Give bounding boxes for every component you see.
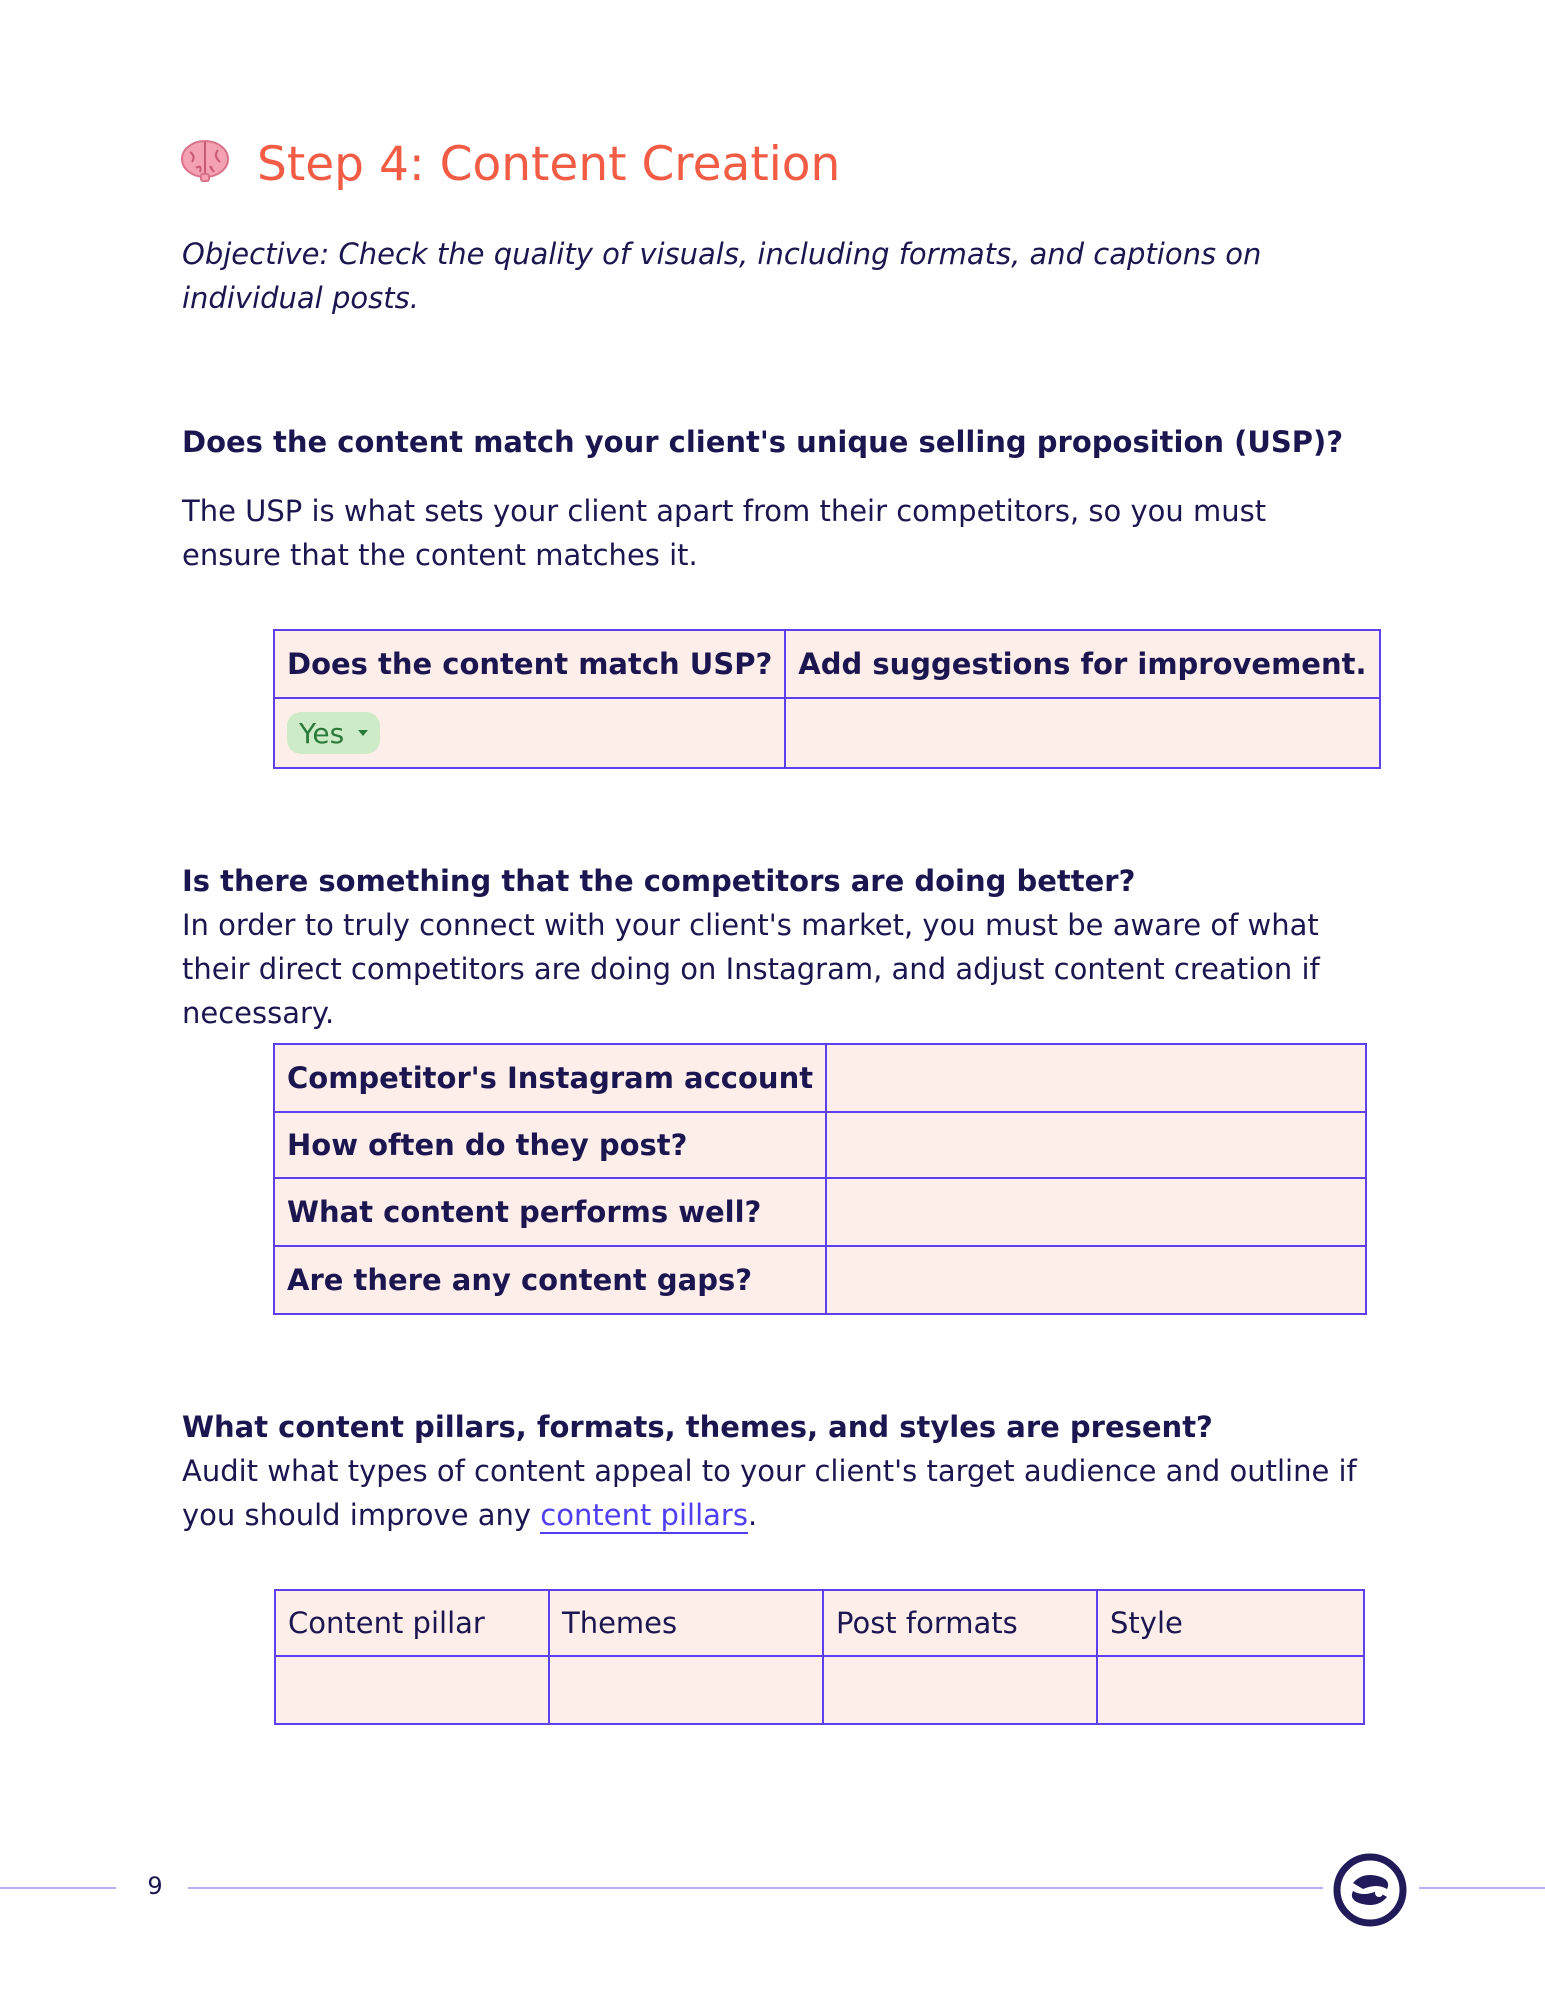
pillars-header-post-formats: Post formats [823, 1590, 1097, 1656]
usp-table-header-suggestions: Add suggestions for improvement. [785, 630, 1379, 698]
brain-icon [180, 138, 230, 182]
pillars-header-style: Style [1097, 1590, 1364, 1656]
pillars-description [182, 1449, 1362, 1537]
footer-divider [188, 1887, 1323, 1889]
usp-description: The USP is what sets your client apart from their competitors, so you must ensure that the content matches it. [182, 494, 1267, 572]
usp-table-header-match: Does the content match USP? [274, 630, 785, 698]
usp-match-cell [274, 698, 785, 768]
competitor-row-label: What content performs well? [274, 1178, 826, 1246]
brand-logo-icon [1333, 1853, 1407, 1927]
pillars-cell[interactable] [1097, 1656, 1364, 1724]
pillars-cell[interactable] [823, 1656, 1097, 1724]
competitors-question: Is there something that the competitors are doing better? [182, 864, 1136, 898]
pillars-description-suffix: . [747, 1498, 758, 1532]
competitor-row-label: Are there any content gaps? [274, 1246, 826, 1314]
competitor-row-value[interactable] [826, 1178, 1366, 1246]
competitors-description: In order to truly connect with your client's market, you must be aware of what their direct competitors are doing on Instagram, and adjust content creation if necessary. [182, 908, 1320, 1030]
competitor-row-value[interactable] [826, 1246, 1366, 1314]
pillars-cell[interactable] [275, 1656, 549, 1724]
usp-table [273, 629, 1381, 769]
pillars-header-content-pillar: Content pillar [275, 1590, 549, 1656]
content-pillars-link[interactable]: content pillars [540, 1498, 748, 1532]
pillars-header-themes: Themes [549, 1590, 823, 1656]
competitors-table [273, 1043, 1367, 1315]
usp-match-dropdown[interactable] [287, 712, 380, 754]
pillars-cell[interactable] [549, 1656, 823, 1724]
usp-match-dropdown-value: Yes [299, 716, 345, 750]
usp-suggestions-cell[interactable] [785, 698, 1379, 768]
footer-divider [1419, 1887, 1545, 1889]
objective-text: Objective: Check the quality of visuals, including formats, and captions on individual posts. [182, 237, 1262, 315]
usp-question: Does the content match your client's unique selling proposition (USP)? [182, 425, 1344, 459]
pillars-description-text: Audit what types of content appeal to your client's target audience and outline if you should improve any [182, 1454, 1357, 1532]
competitor-row-value[interactable] [826, 1112, 1366, 1178]
pillars-question: What content pillars, formats, themes, and styles are present? [182, 1410, 1213, 1444]
page-title: Step 4: Content Creation [257, 137, 841, 192]
competitor-row-value[interactable] [826, 1044, 1366, 1112]
page-number: 9 [147, 1872, 163, 1900]
footer-divider [0, 1887, 116, 1889]
chevron-down-icon [358, 730, 368, 736]
competitor-row-label: How often do they post? [274, 1112, 826, 1178]
pillars-table [274, 1589, 1365, 1725]
competitor-row-label: Competitor's Instagram account [274, 1044, 826, 1112]
